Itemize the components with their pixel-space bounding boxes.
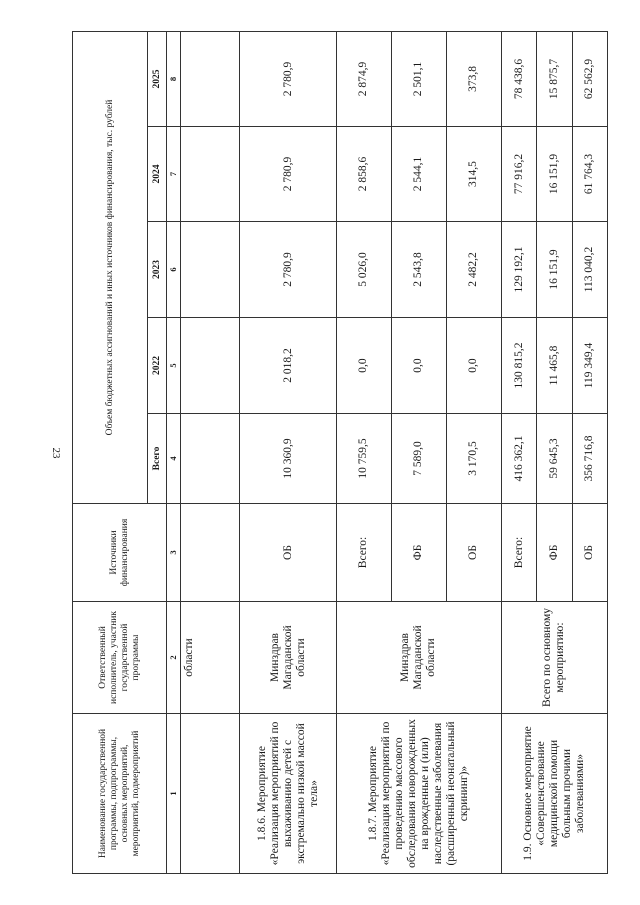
cell-total: 7 589,0 bbox=[391, 414, 446, 504]
cell-name: 1.8.7. Мероприятие «Реализация мероприятий по проведению массового обследования новорожденных на врожденные и (или) наследственные заболевания (расширенный неонатальный скрининг)» bbox=[337, 714, 502, 874]
table-row bbox=[240, 31, 337, 873]
cell-value: 2 858,6 bbox=[337, 127, 392, 222]
cell-executor: Минздрав Магаданской области bbox=[240, 602, 337, 714]
cell-value: 16 151,9 bbox=[537, 127, 572, 222]
cell-value: 78 438,6 bbox=[501, 31, 536, 126]
page-number: 23 bbox=[50, 447, 62, 459]
cell-value bbox=[181, 127, 240, 222]
budget-table bbox=[72, 31, 608, 874]
header-name: Наименование государственной программы, подпрограммы, основных мероприятий, мероприятий, подмероприятий bbox=[73, 714, 167, 874]
col-number: 4 bbox=[167, 414, 181, 504]
cell-value: 77 916,2 bbox=[501, 127, 536, 222]
cell-value: 61 764,3 bbox=[572, 127, 607, 222]
cell-executor: Минздрав Магаданской области bbox=[337, 602, 502, 714]
cell-name bbox=[181, 714, 240, 874]
cell-value: 130 815,2 bbox=[501, 318, 536, 414]
table-row bbox=[337, 31, 392, 873]
cell-value: 113 040,2 bbox=[572, 222, 607, 318]
col-number: 2 bbox=[167, 602, 181, 714]
cell-source: ОБ bbox=[572, 504, 607, 602]
cell-value: 2 780,9 bbox=[240, 127, 337, 222]
cell-value bbox=[181, 318, 240, 414]
cell-executor: Всего по основному мероприятию: bbox=[501, 602, 607, 714]
cell-total: 3 170,5 bbox=[446, 414, 501, 504]
cell-total: 59 645,3 bbox=[537, 414, 572, 504]
header-total: Всего bbox=[148, 414, 167, 504]
cell-value bbox=[181, 31, 240, 126]
col-number: 8 bbox=[167, 31, 181, 126]
cell-value: 2 544,1 bbox=[391, 127, 446, 222]
cell-source: ФБ bbox=[391, 504, 446, 602]
cell-value: 0,0 bbox=[446, 318, 501, 414]
cell-total: 10 759,5 bbox=[337, 414, 392, 504]
cell-source: Всего: bbox=[337, 504, 392, 602]
cell-source bbox=[181, 504, 240, 602]
cell-value: 11 465,8 bbox=[537, 318, 572, 414]
cell-value: 314,5 bbox=[446, 127, 501, 222]
header-source: Источники финансирования bbox=[73, 504, 167, 602]
cell-value: 2 780,9 bbox=[240, 222, 337, 318]
cell-executor: области bbox=[181, 602, 240, 714]
cell-value: 119 349,4 bbox=[572, 318, 607, 414]
cell-value: 2 482,2 bbox=[446, 222, 501, 318]
cell-total: 356 716,8 bbox=[572, 414, 607, 504]
cell-value: 0,0 bbox=[391, 318, 446, 414]
cell-source: ОБ bbox=[446, 504, 501, 602]
cell-source: Всего: bbox=[501, 504, 536, 602]
cell-name: 1.9. Основное мероприятие «Совершенствование медицинской помощи больным прочими заболеваниями» bbox=[501, 714, 607, 874]
cell-value: 129 192,1 bbox=[501, 222, 536, 318]
cell-value: 2 501,1 bbox=[391, 31, 446, 126]
cell-value: 373,8 bbox=[446, 31, 501, 126]
table-row bbox=[501, 31, 536, 873]
header-year: 2024 bbox=[148, 127, 167, 222]
rotated-page-content bbox=[72, 32, 608, 874]
cell-total: 10 360,9 bbox=[240, 414, 337, 504]
col-number: 5 bbox=[167, 318, 181, 414]
header-year: 2025 bbox=[148, 31, 167, 126]
col-number: 3 bbox=[167, 504, 181, 602]
header-year: 2023 bbox=[148, 222, 167, 318]
cell-value: 15 875,7 bbox=[537, 31, 572, 126]
table-row bbox=[181, 31, 240, 873]
cell-total bbox=[181, 414, 240, 504]
cell-value bbox=[181, 222, 240, 318]
cell-value: 2 874,9 bbox=[337, 31, 392, 126]
cell-value: 5 026,0 bbox=[337, 222, 392, 318]
header-executor: Ответственный исполнитель, участник государственной программы bbox=[73, 602, 167, 714]
header-year: 2022 bbox=[148, 318, 167, 414]
cell-value: 2 780,9 bbox=[240, 31, 337, 126]
col-number: 1 bbox=[167, 714, 181, 874]
cell-total: 416 362,1 bbox=[501, 414, 536, 504]
cell-source: ФБ bbox=[537, 504, 572, 602]
cell-value: 2 018,2 bbox=[240, 318, 337, 414]
cell-value: 2 543,8 bbox=[391, 222, 446, 318]
col-number: 7 bbox=[167, 127, 181, 222]
cell-source: ОБ bbox=[240, 504, 337, 602]
header-volume: Объем бюджетных ассигнований и иных источников финансирования, тыс. рублей bbox=[73, 31, 148, 503]
col-number: 6 bbox=[167, 222, 181, 318]
cell-value: 16 151,9 bbox=[537, 222, 572, 318]
cell-name: 1.8.6. Мероприятие «Реализация мероприятий по выхаживанию детей с экстремально низкой массой тела» bbox=[240, 714, 337, 874]
cell-value: 62 562,9 bbox=[572, 31, 607, 126]
cell-value: 0,0 bbox=[337, 318, 392, 414]
